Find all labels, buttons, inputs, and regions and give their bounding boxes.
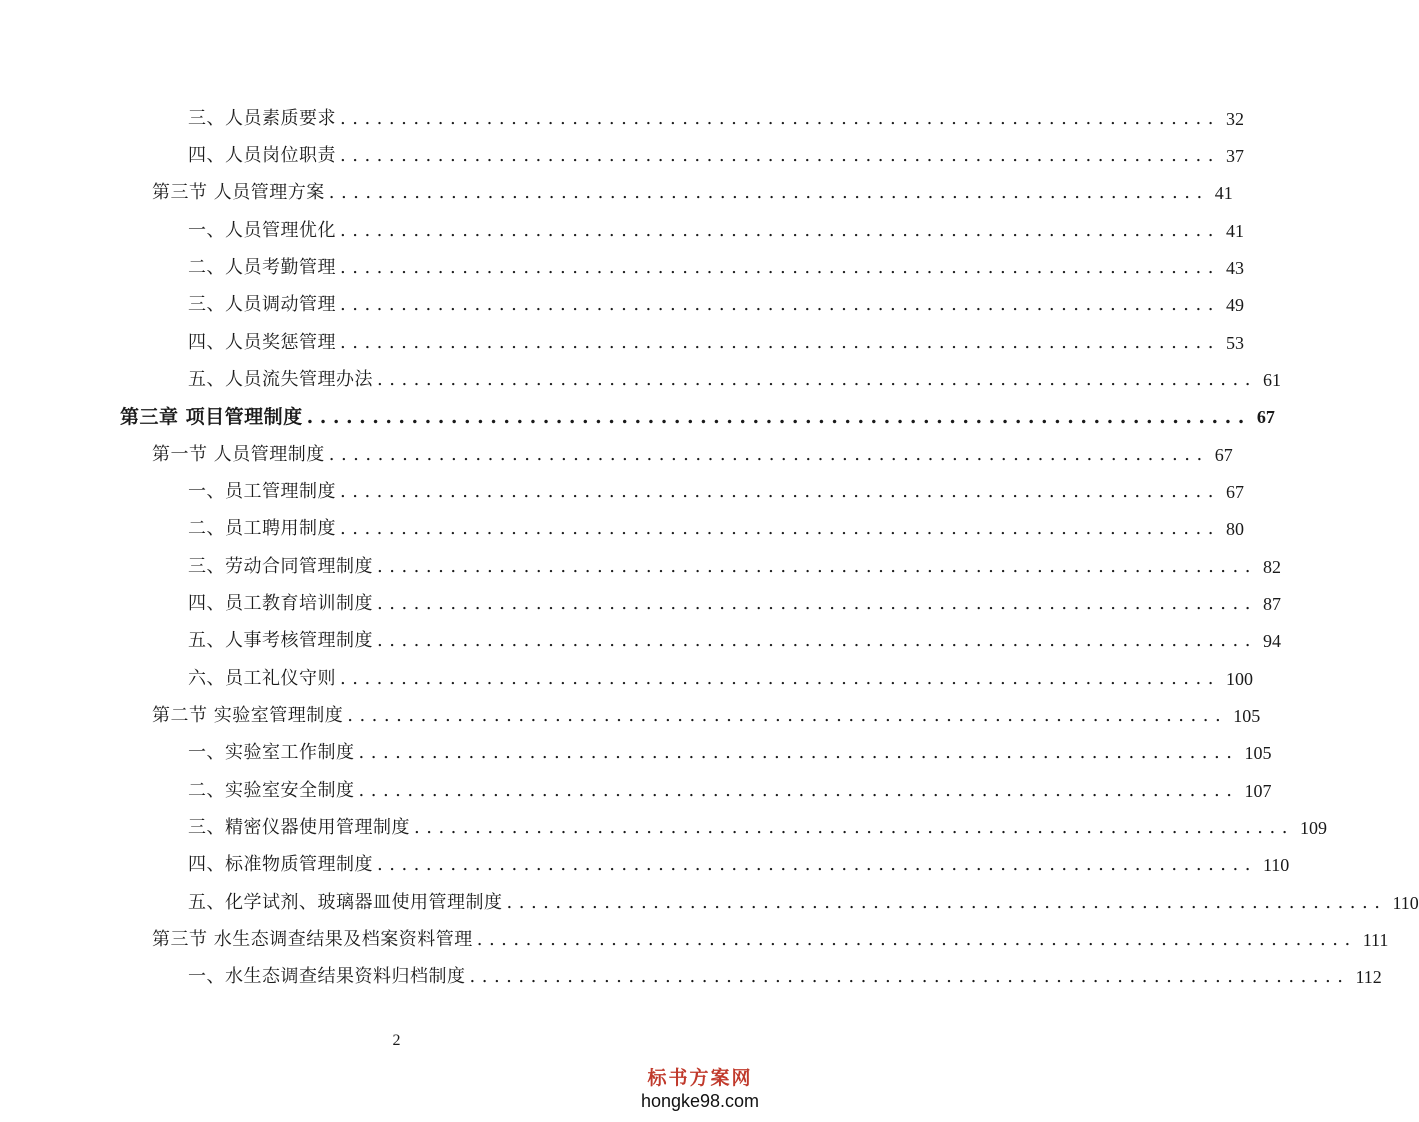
toc-entry-label: 三、人员素质要求 [188, 108, 336, 129]
toc-entry[interactable] [188, 626, 1281, 656]
toc-entry-page: 67 [1256, 407, 1275, 427]
toc-entry[interactable] [152, 925, 1389, 955]
toc-entry-page: 53 [1225, 333, 1244, 353]
toc-entry[interactable] [188, 104, 1244, 134]
toc-entry[interactable] [188, 328, 1244, 358]
toc-entry-label: 三、劳动合同管理制度 [188, 556, 373, 577]
toc-entry-label: 第三节 水生态调查结果及档案资料管理 [152, 929, 473, 950]
toc-entry[interactable] [188, 253, 1244, 283]
toc-entry[interactable] [152, 701, 1261, 731]
toc-leader-dots: ........................................................................ [358, 780, 1239, 801]
toc-leader-dots: ........................................................................ [340, 257, 1220, 278]
toc-leader-dots: ........................................................................ [414, 817, 1294, 838]
toc-leader-dots: ........................................................................ [340, 481, 1220, 502]
toc-leader-dots: ........................................................................ [340, 108, 1220, 129]
toc-entry-page: 94 [1262, 631, 1281, 651]
toc-entry[interactable] [188, 962, 1382, 992]
toc-leader-dots: ........................................................................ [340, 332, 1220, 353]
toc-entry-label: 三、精密仪器使用管理制度 [188, 817, 410, 838]
toc-entry[interactable] [188, 514, 1244, 544]
toc-entry-label: 五、人事考核管理制度 [188, 630, 373, 651]
toc-leader-dots: ........................................................................ [377, 630, 1257, 651]
toc-leader-dots: ........................................................................ [328, 182, 1209, 203]
toc-entry-page: 110 [1392, 893, 1419, 913]
toc-entry-page: 80 [1225, 519, 1244, 539]
toc-entry[interactable] [188, 813, 1327, 843]
toc-entry-label: 第三章 项目管理制度 [120, 406, 303, 428]
toc-entry-label: 六、员工礼仪守则 [188, 668, 336, 689]
watermark-url: hongke98.com [640, 1091, 760, 1111]
toc-entry-page: 67 [1225, 482, 1244, 502]
toc-entry[interactable] [188, 477, 1244, 507]
toc-leader-dots: ........................................................................ [377, 556, 1257, 577]
toc-entry[interactable] [188, 738, 1272, 768]
toc-entry[interactable] [188, 589, 1281, 619]
toc-entry-page: 32 [1225, 109, 1244, 129]
toc-entry-label: 五、化学试剂、玻璃器皿使用管理制度 [188, 892, 503, 913]
toc-entry-page: 61 [1262, 370, 1281, 390]
toc-entry[interactable] [188, 216, 1244, 246]
toc-entry-label: 第二节 实验室管理制度 [152, 705, 344, 726]
toc-entry-label: 第三节 人员管理方案 [152, 182, 325, 203]
toc-leader-dots: ........................................................................ [340, 145, 1220, 166]
toc-entry-label: 三、人员调动管理 [188, 294, 336, 315]
toc-leader-dots: ........................................................................ [347, 705, 1228, 726]
toc-entry-label: 第一节 人员管理制度 [152, 444, 325, 465]
toc-entry-label: 四、员工教育培训制度 [188, 593, 373, 614]
toc-entry[interactable] [188, 141, 1244, 171]
toc-entry-label: 二、员工聘用制度 [188, 518, 336, 539]
toc-leader-dots: ........................................................................ [377, 369, 1257, 390]
toc-entry-page: 100 [1225, 669, 1253, 689]
toc-entry-page: 112 [1355, 967, 1382, 987]
toc-leader-dots: ........................................................................ [377, 854, 1257, 875]
toc-entry-page: 41 [1214, 183, 1233, 203]
toc-leader-dots: ........................................................................ [358, 742, 1239, 763]
toc-leader-dots: ........................................................................ [377, 593, 1257, 614]
toc-entry-page: 111 [1362, 930, 1389, 950]
watermark-site-name: 标书方案网 [647, 1067, 753, 1089]
toc-entry[interactable] [152, 440, 1233, 470]
toc-entry-label: 五、人员流失管理办法 [188, 369, 373, 390]
toc-entry-label: 二、实验室安全制度 [188, 780, 355, 801]
toc-entry-label: 四、人员岗位职责 [188, 145, 336, 166]
toc-entry-page: 49 [1225, 295, 1244, 315]
toc-entry-label: 四、标准物质管理制度 [188, 854, 373, 875]
toc-leader-dots: ........................................................................ [328, 444, 1209, 465]
toc-entry-label: 一、员工管理制度 [188, 481, 336, 502]
toc-entry[interactable] [188, 850, 1290, 880]
toc-entry[interactable] [188, 664, 1253, 694]
toc-entry[interactable] [188, 365, 1281, 395]
toc-entry-page: 109 [1299, 818, 1327, 838]
toc-leader-dots: ........................................................................ [340, 220, 1220, 241]
toc-leader-dots: ........................................................................ [340, 518, 1220, 539]
toc-leader-dots: ........................................................................ [476, 929, 1357, 950]
toc-chapter-entry[interactable] [120, 402, 1275, 432]
toc-leader-dots: ........................................................................ [340, 668, 1220, 689]
toc-entry-label: 四、人员奖惩管理 [188, 332, 336, 353]
toc-leader-dots: ........................................................................ [469, 966, 1350, 987]
toc-leader-dots: ........................................................................ [306, 406, 1251, 428]
toc-entry-page: 107 [1244, 781, 1272, 801]
toc-entry-page: 41 [1225, 221, 1244, 241]
toc-entry-page: 67 [1214, 445, 1233, 465]
toc-entry[interactable] [188, 290, 1244, 320]
toc-entry[interactable] [152, 178, 1233, 208]
toc-entry-label: 二、人员考勤管理 [188, 257, 336, 278]
toc-entry[interactable] [188, 888, 1419, 918]
toc-entry-page: 105 [1233, 706, 1261, 726]
toc-entry-label: 一、人员管理优化 [188, 220, 336, 241]
toc-entry-page: 43 [1225, 258, 1244, 278]
toc-entry-page: 37 [1225, 146, 1244, 166]
toc-entry-label: 一、实验室工作制度 [188, 742, 355, 763]
toc-leader-dots: ........................................................................ [340, 294, 1220, 315]
toc-entry-label: 一、水生态调查结果资料归档制度 [188, 966, 466, 987]
toc-entry-page: 87 [1262, 594, 1281, 614]
toc-entry-page: 110 [1262, 855, 1290, 875]
toc-entry[interactable] [188, 552, 1281, 582]
toc-leader-dots: ........................................................................ [506, 892, 1387, 913]
page-number: 2 [392, 1032, 401, 1049]
watermark [625, 1066, 775, 1112]
toc-entry-page: 105 [1244, 743, 1272, 763]
toc-entry[interactable] [188, 776, 1272, 806]
toc-entry-page: 82 [1262, 557, 1281, 577]
